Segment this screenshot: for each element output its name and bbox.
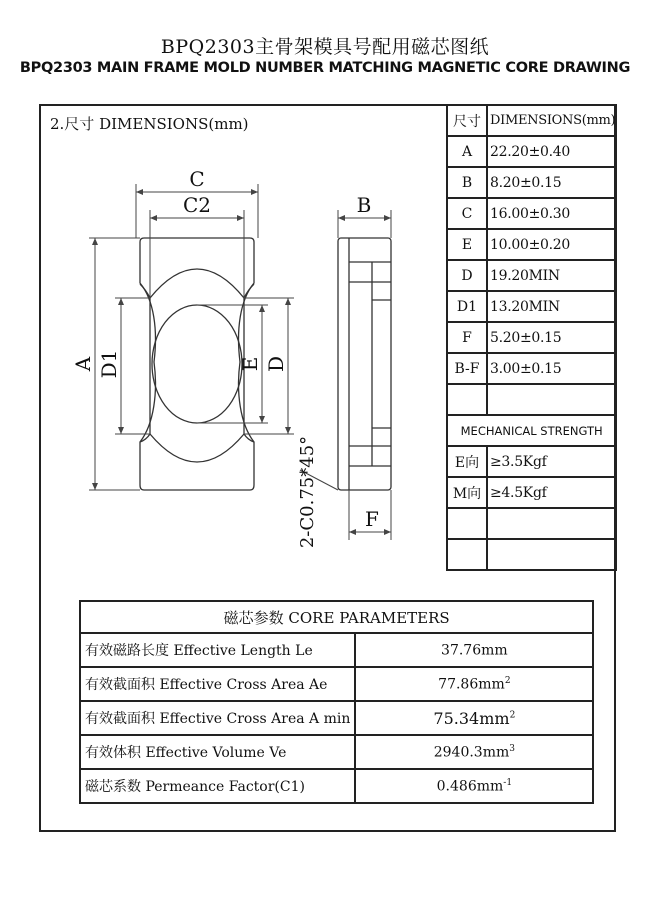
core-param-label: 有效磁路长度 Effective Length Le [80,633,355,667]
dim-value: 13.20MIN [487,291,616,322]
dim-row [447,136,616,167]
front-view [140,238,254,490]
core-param-label: 有效截面积 Effective Cross Area A min [80,701,355,735]
core-row [80,667,593,701]
page-title-cn: BPQ2303主骨架模具号配用磁芯图纸 [160,36,490,58]
value-exponent: 3 [509,743,515,754]
value-text: 0.486mm [436,778,504,795]
strength-value: ≥3.5Kgf [487,446,616,477]
arrowhead [285,427,291,434]
dim-symbol: D1 [447,291,487,322]
dim-value: 5.20±0.15 [487,322,616,353]
core-row [80,769,593,803]
dim-row [447,353,616,384]
dim-symbol: E [447,229,487,260]
arrowhead [259,416,265,423]
dim-row [447,322,616,353]
dimensions-table [446,104,617,571]
strength-direction: M向 [447,477,487,508]
arrowhead [285,298,291,305]
dim-row-empty [447,508,616,539]
value-text: 37.76mm [441,642,508,659]
empty-cell [447,539,487,570]
dim-value: 19.20MIN [487,260,616,291]
strength-direction: E向 [447,446,487,477]
empty-cell [487,384,616,415]
dim-row [447,198,616,229]
core-inner-left-leg [140,284,150,442]
section-label: 2.尺寸 DIMENSIONS(mm) [50,115,249,133]
dim-row [447,229,616,260]
core-parameters-table [79,600,594,804]
arrowhead [150,215,157,221]
dim-value: 22.20±0.40 [487,136,616,167]
arrowhead [251,189,258,195]
strength-value: ≥4.5Kgf [487,477,616,508]
core-param-label: 有效截面积 Effective Cross Area Ae [80,667,355,701]
dim-label-d1: D1 [97,349,121,379]
chamfer-label: 2-C0.75*45° [297,435,318,549]
dim-row [447,167,616,198]
dim-value: 16.00±0.30 [487,198,616,229]
core-parameters-caption: 磁芯参数 CORE PARAMETERS [80,601,593,633]
dim-row-empty [447,539,616,570]
arrowhead [259,305,265,312]
dim-row [447,291,616,322]
value-exponent: 2 [504,675,511,686]
arrowhead [384,529,391,535]
core-param-value [355,701,593,735]
dim-symbol: B [447,167,487,198]
value-text: 2940.3mm [433,744,510,761]
empty-cell [487,508,616,539]
empty-cell [447,384,487,415]
value-exponent: -1 [503,777,513,788]
dim-row-empty [447,384,616,415]
dim-header-label: DIMENSIONS(mm) [487,105,616,136]
dim-table-header [447,105,616,136]
dimension-labels [71,167,379,548]
dim-value: 3.00±0.15 [487,353,616,384]
strength-row [447,477,616,508]
dim-value: 8.20±0.15 [487,167,616,198]
dim-symbol: F [447,322,487,353]
arrowhead [237,215,244,221]
dim-header-symbol: 尺寸 [447,105,487,136]
mech-strength-header: MECHANICAL STRENGTH [447,415,616,446]
core-caption-row [80,601,593,633]
core-param-value [355,735,593,769]
arrowhead [92,238,98,245]
dim-label-d: D [264,355,288,373]
dim-symbol: B-F [447,353,487,384]
value-exponent: 2 [509,710,516,721]
dim-symbol: C [447,198,487,229]
arrowhead [384,215,391,221]
value-text: 75.34mm [433,708,510,728]
empty-cell [487,539,616,570]
arrowhead [338,215,345,221]
core-param-value [355,633,593,667]
dim-symbol: D [447,260,487,291]
side-view [338,238,391,490]
dim-symbol: A [447,136,487,167]
core-param-value [355,769,593,803]
core-row [80,633,593,667]
dim-label-b: B [356,193,372,217]
dim-label-c2: C2 [182,193,212,217]
dim-value: 10.00±0.20 [487,229,616,260]
dim-label-c: C [189,167,205,191]
side-outline [338,238,391,490]
arrowhead [118,427,124,434]
strength-row [447,446,616,477]
dim-row [447,260,616,291]
core-row [80,701,593,735]
value-text: 77.86mm [438,676,505,693]
arrowhead [349,529,356,535]
core-param-label: 有效体积 Effective Volume Ve [80,735,355,769]
dim-label-e: E [238,356,262,372]
center-post [152,305,242,423]
core-row [80,735,593,769]
arrowhead [92,483,98,490]
mech-strength-header-row [447,415,616,446]
arrowhead [118,298,124,305]
page-title-en: BPQ2303 MAIN FRAME MOLD NUMBER MATCHING MAGNETIC CORE DRAWING [19,60,631,76]
core-window-bottom [150,434,244,462]
arrowhead [136,189,143,195]
dim-label-f: F [365,507,379,531]
core-outline-front [140,238,254,490]
core-param-value [355,667,593,701]
empty-cell [447,508,487,539]
core-param-label: 磁芯系数 Permeance Factor(C1) [80,769,355,803]
core-window-top [150,269,244,298]
dim-label-a: A [71,356,95,372]
